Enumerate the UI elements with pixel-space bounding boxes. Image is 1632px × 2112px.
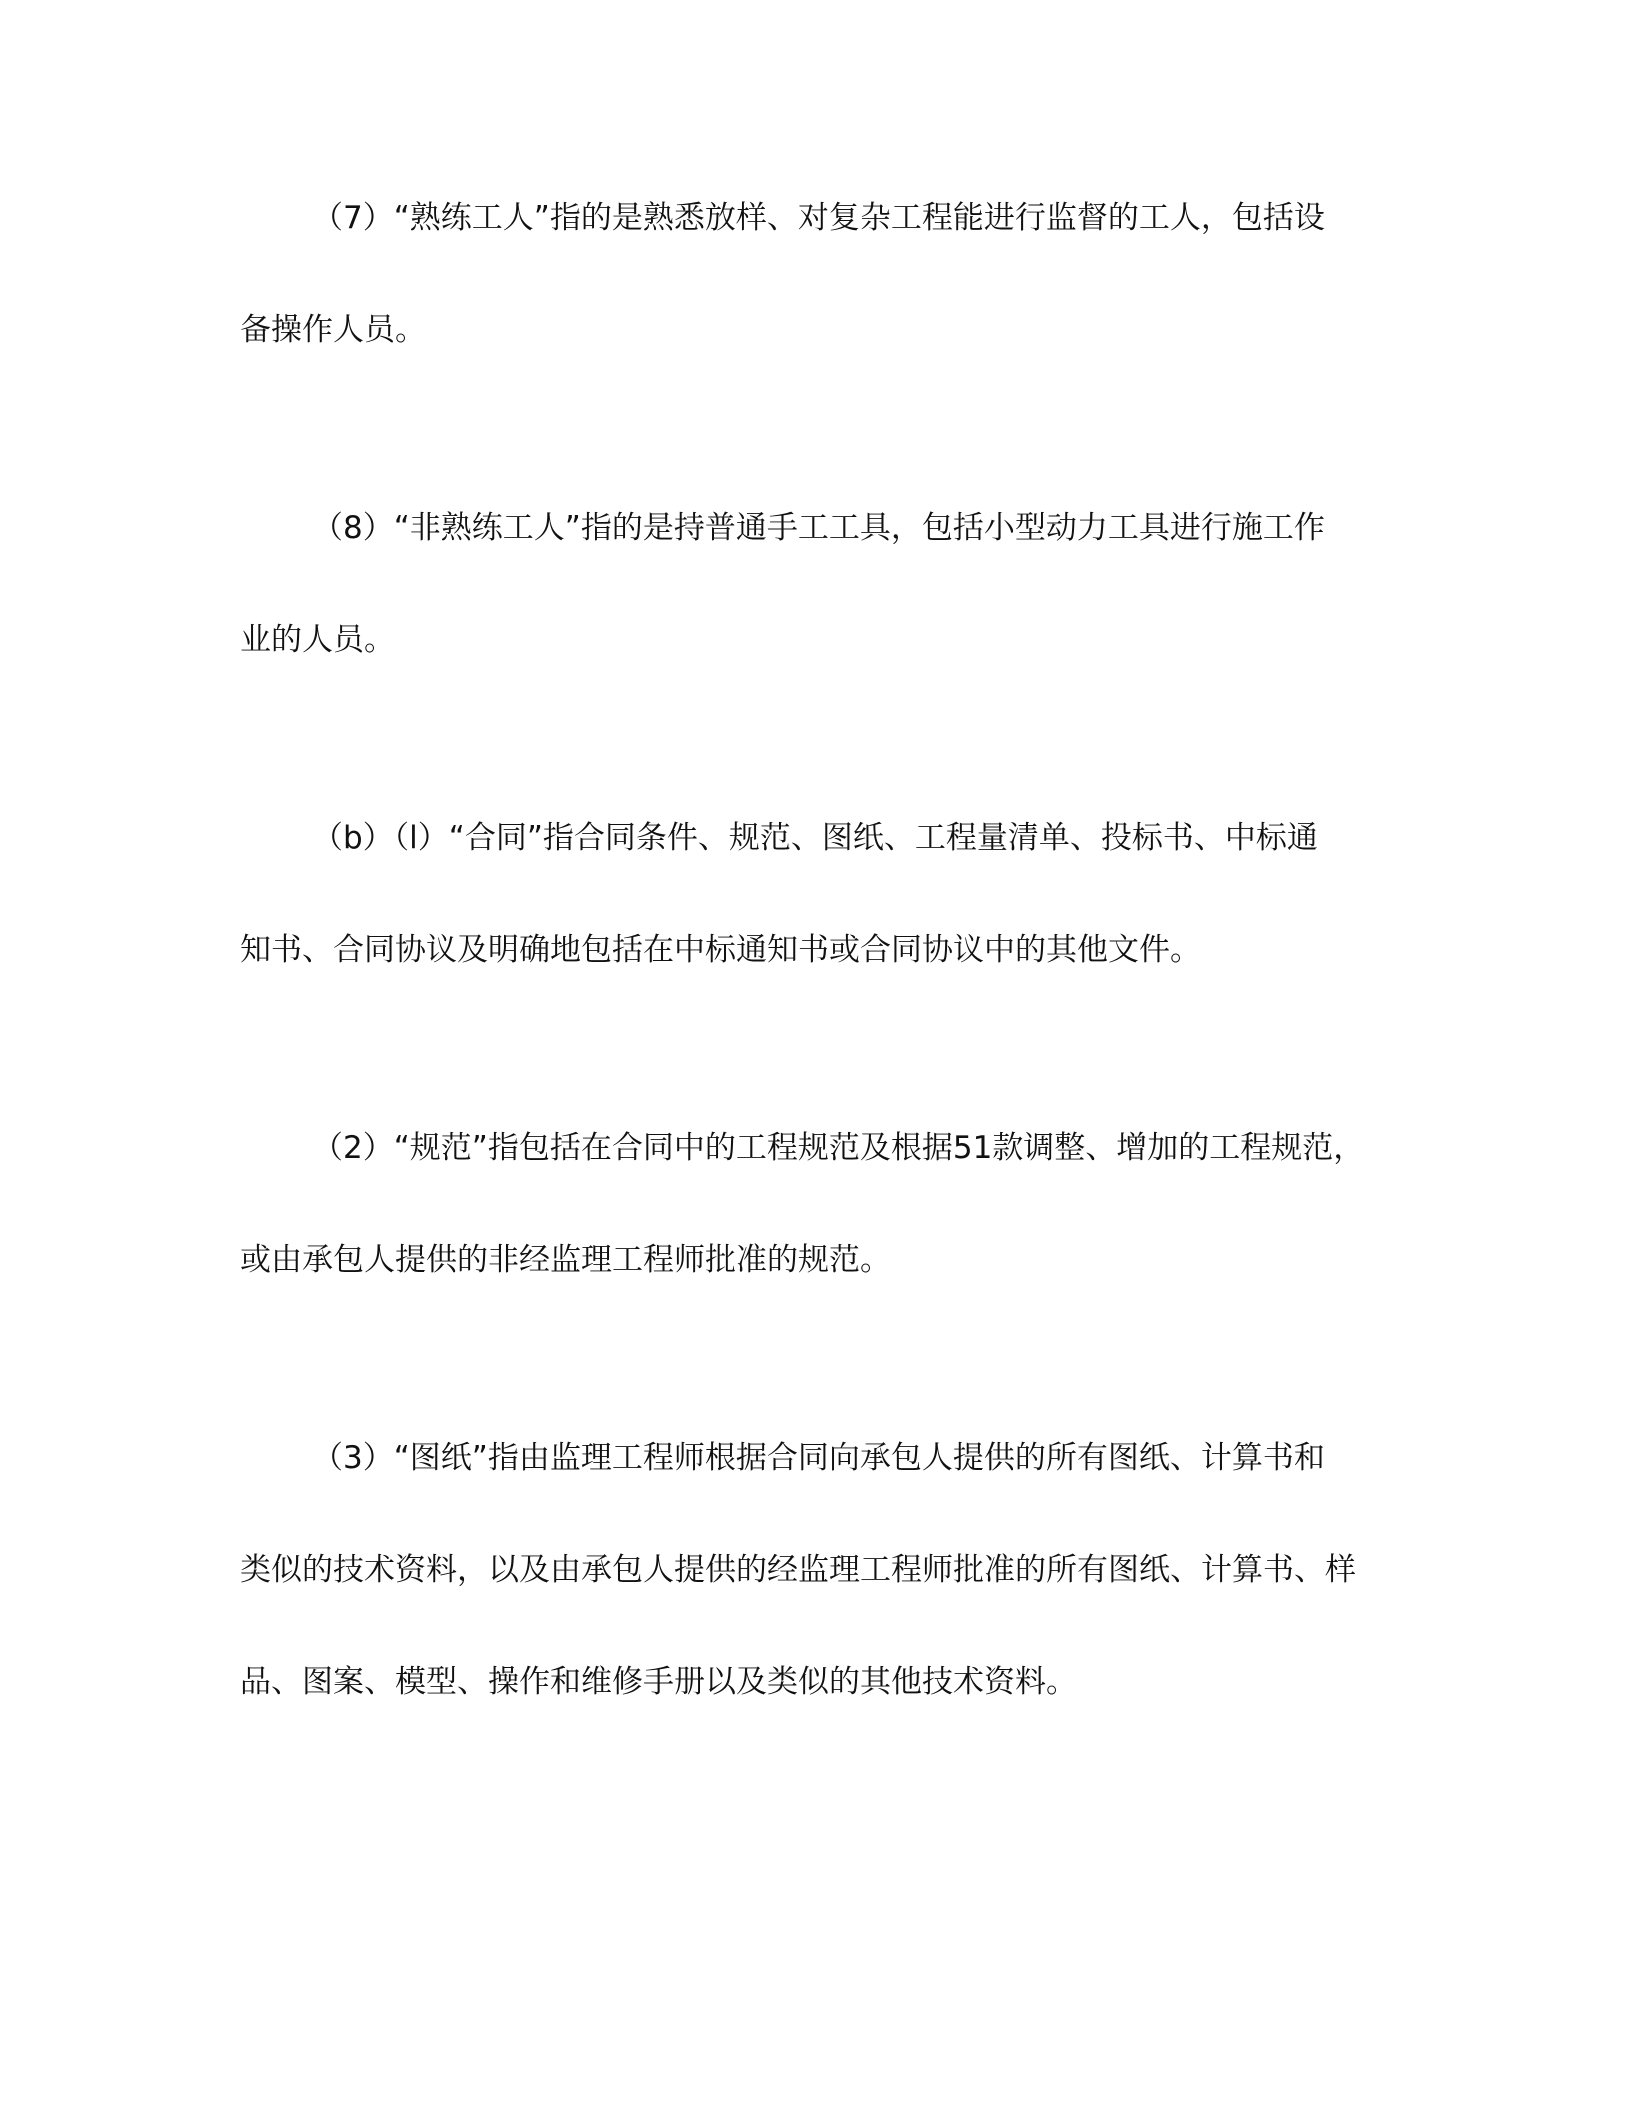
paragraph-line: 品、图案、模型、操作和维修手册以及类似的其他技术资料。 xyxy=(240,1664,1077,1700)
paragraph-line: 类似的技术资料，以及由承包人提供的经监理工程师批准的所有图纸、计算书、样 xyxy=(240,1552,1356,1588)
paragraph-line: 或由承包人提供的非经监理工程师批准的规范。 xyxy=(240,1242,891,1278)
paragraph-line: （2）“规范”指包括在合同中的工程规范及根据51款调整、增加的工程规范， xyxy=(312,1130,1365,1166)
paragraph-line: （7）“熟练工人”指的是熟悉放样、对复杂工程能进行监督的工人，包括设 xyxy=(312,200,1325,236)
paragraph-line: 备操作人员。 xyxy=(240,312,426,348)
paragraph-line: （b）（l）“合同”指合同条件、规范、图纸、工程量清单、投标书、中标通 xyxy=(312,820,1318,856)
paragraph-line: （3）“图纸”指由监理工程师根据合同向承包人提供的所有图纸、计算书和 xyxy=(312,1440,1325,1476)
paragraph-line: 知书、合同协议及明确地包括在中标通知书或合同协议中的其他文件。 xyxy=(240,932,1201,968)
paragraph-line: （8）“非熟练工人”指的是持普通手工工具，包括小型动力工具进行施工作 xyxy=(312,510,1325,546)
paragraph-line: 业的人员。 xyxy=(240,622,395,658)
